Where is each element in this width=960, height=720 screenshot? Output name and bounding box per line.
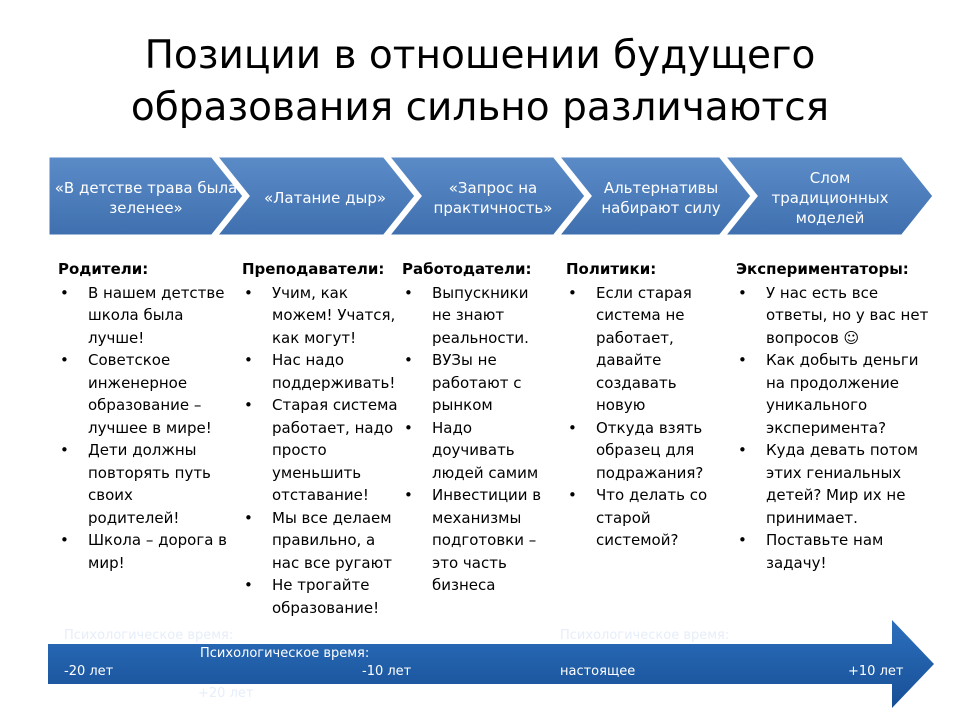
- list-item: • Поставьте нам задачу!: [736, 529, 932, 574]
- column-heading: Политики:: [566, 260, 657, 278]
- timeline-ghost-label-right: Психологическое время:: [560, 628, 730, 643]
- list-item: • Выпускники не знают реальности.: [402, 282, 552, 350]
- timeline-tick-present: настоящее: [560, 664, 636, 679]
- chevron-label-3: «Запрос на практичность»: [433, 179, 553, 217]
- list-item: • Мы все делаем правильно, а нас все ругают: [242, 507, 402, 575]
- list-item: • Инвестиции в механизмы подготовки – это часть бизнеса: [402, 484, 552, 597]
- column-parents: [58, 258, 228, 574]
- list-item: • Как добыть деньги на продолжение уникального эксперимента?: [736, 349, 932, 439]
- title-line-1: Позиции в отношении будущего: [144, 33, 816, 78]
- column-employers: [402, 258, 552, 597]
- list-item: • Школа – дорога в мир!: [58, 529, 228, 574]
- column-heading: Преподаватели:: [242, 260, 385, 278]
- chevron-label-4: Альтернативы набирают силу: [601, 179, 721, 217]
- list-item: • ВУЗы не работают с рынком: [402, 349, 552, 417]
- list-item: • Что делать со старой системой?: [566, 484, 718, 552]
- list-item: • Надо доучивать людей самим: [402, 417, 552, 485]
- list-item: • У нас есть все ответы, но у вас нет вопросов ☺: [736, 282, 932, 350]
- timeline-ghost-label-left: Психологическое время:: [64, 628, 234, 643]
- column-heading: Работодатели:: [402, 260, 532, 278]
- list-item: • В нашем детстве школа была лучше!: [58, 282, 228, 350]
- chevron-label-2: «Латание дыр»: [263, 189, 387, 207]
- timeline-tick-minus10: -10 лет: [362, 664, 412, 679]
- chevron-label-5: Слом традиционных моделей: [771, 169, 889, 227]
- list-item: • Если старая система не работает, давайте создавать новую: [566, 282, 718, 417]
- timeline-ghost-label-bottom: +20 лет: [198, 686, 254, 701]
- timeline-tick-plus10: +10 лет: [848, 664, 904, 679]
- list-item: • Откуда взять образец для подражания?: [566, 417, 718, 485]
- list-item: • Не трогайте образование!: [242, 574, 402, 619]
- column-experimenters: [736, 258, 932, 574]
- list-item: • Куда девать потом этих гениальных детей? Мир их не принимает.: [736, 439, 932, 529]
- list-item: • Старая система работает, надо просто уменьшить отставание!: [242, 394, 402, 507]
- timeline-tick-minus20: -20 лет: [64, 664, 114, 679]
- column-politicians: [566, 258, 718, 552]
- list-item: • Нас надо поддерживать!: [242, 349, 402, 394]
- slide-title: [0, 30, 960, 134]
- title-line-2: образования сильно различаются: [130, 85, 830, 130]
- chevron-label-1: «В детстве трава была зеленее»: [54, 179, 238, 217]
- column-heading: Родители:: [58, 260, 149, 278]
- column-teachers: [242, 258, 402, 619]
- list-item: • Учим, как можем! Учатся, как могут!: [242, 282, 402, 350]
- list-item: • Советское инженерное образование – лучшее в мире!: [58, 349, 228, 439]
- list-item: • Дети должны повторять путь своих родителей!: [58, 439, 228, 529]
- column-heading: Экспериментаторы:: [736, 260, 909, 278]
- timeline-psych-label: Психологическое время:: [200, 646, 370, 661]
